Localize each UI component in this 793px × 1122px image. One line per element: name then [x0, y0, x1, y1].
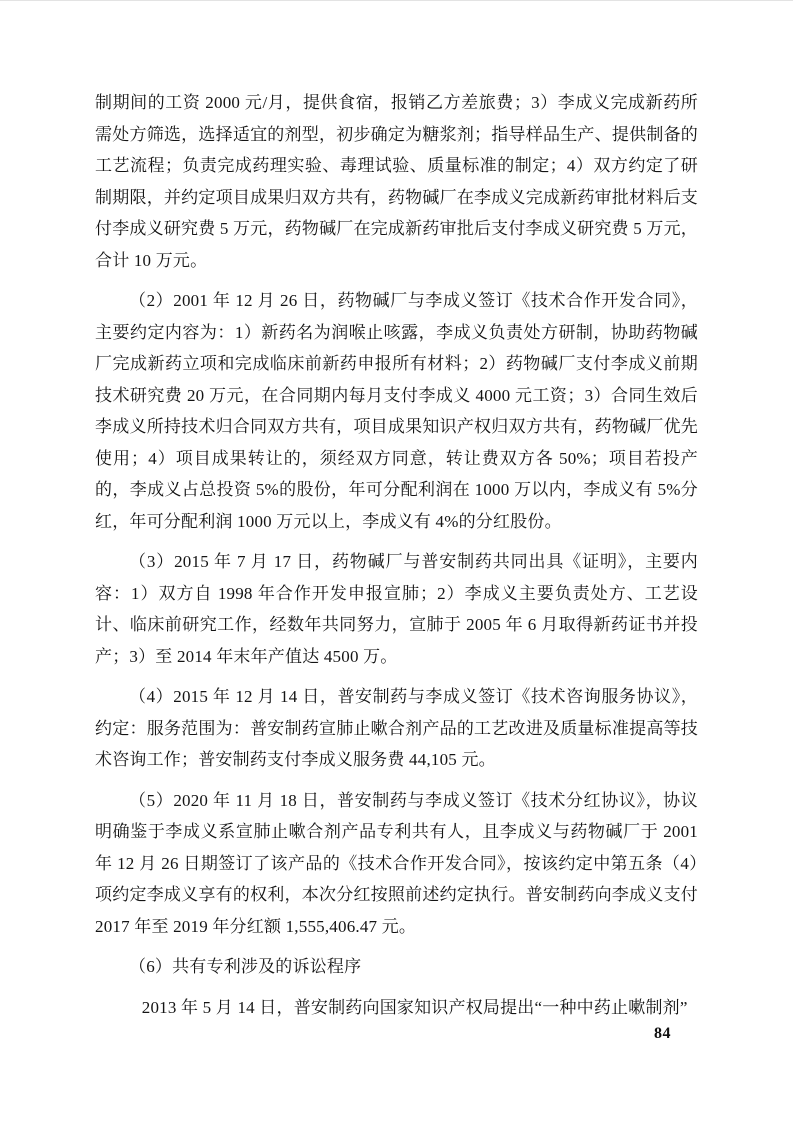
paragraph-item-5: （5）2020 年 11 月 18 日，普安制药与李成义签订《技术分红协议》，协议明确鉴于李成义系宣肺止嗽合剂产品专利共有人，且李成义与药物碱厂于 2001 年 12 月 26 日期签订了该产品的《技术合作开发合同》，按该约定中第五条（4）项约定李成义享有的权利，本次分红按照前述约定执行。普安制药向李成义支付 2017 年至 2019 年分红额 1,555,406.47 元。	[95, 790, 698, 936]
paragraph-item-2: （2）2001 年 12 月 26 日，药物碱厂与李成义签订《技术合作开发合同》，主要约定内容为：1）新药名为润喉止咳露，李成义负责处方研制，协助药物碱厂完成新药立项和完成临床前新药申报所有材料；2）药物碱厂支付李成义前期技术研究费 20 万元，在合同期内每月支付李成义 4000 元工资；3）合同生效后李成义所持技术归合同双方共有，项目成果知识产权归双方共有，药物碱厂优先使用；4）项目成果转让的，须经双方同意，转让费双方各 50%；项目若投产的，李成义占总投资 5%的股份，年可分配利润在 1000 万以内，李成义有 5%分红，年可分配利润 1000 万元以上，李成义有 4%的分红股份。	[95, 291, 698, 531]
paragraph-item-4: （4）2015 年 12 月 14 日，普安制药与李成义签订《技术咨询服务协议》，约定：服务范围为：普安制药宣肺止嗽合剂产品的工艺改进及质量标准提高等技术咨询工作；普安制药支付李成义服务费 44,105 元。	[95, 687, 698, 769]
document-body	[95, 87, 698, 1032]
paragraph-item-6-heading: （6）共有专利涉及的诉讼程序	[129, 957, 362, 976]
page-number: 84	[654, 1025, 671, 1042]
paragraph-final: 2013 年 5 月 14 日，普安制药向国家知识产权局提出“一种中药止嗽制剂”	[141, 997, 688, 1017]
paragraph-continuation: 制期间的工资 2000 元/月，提供食宿，报销乙方差旅费；3）李成义完成新药所需处方筛选，选择适宜的剂型，初步确定为糖浆剂；指导样品生产、提供制备的工艺流程；负责完成药理实验、毒理试验、质量标准的制定；4）双方约定了研制期限，并约定项目成果归双方共有，药物碱厂在李成义完成新药审批材料后支付李成义研究费 5 万元，药物碱厂在完成新药审批后支付李成义研究费 5 万元，合计 10 万元。	[95, 93, 698, 270]
paragraph-item-3: （3）2015 年 7 月 17 日，药物碱厂与普安制药共同出具《证明》，主要内容：1）双方自 1998 年合作开发申报宣肺；2）李成义主要负责处方、工艺设计、临床前研究工作，经数年共同努力，宣肺于 2005 年 6 月取得新药证书并投产；3）至 2014 年末年产值达 4500 万。	[95, 552, 698, 666]
